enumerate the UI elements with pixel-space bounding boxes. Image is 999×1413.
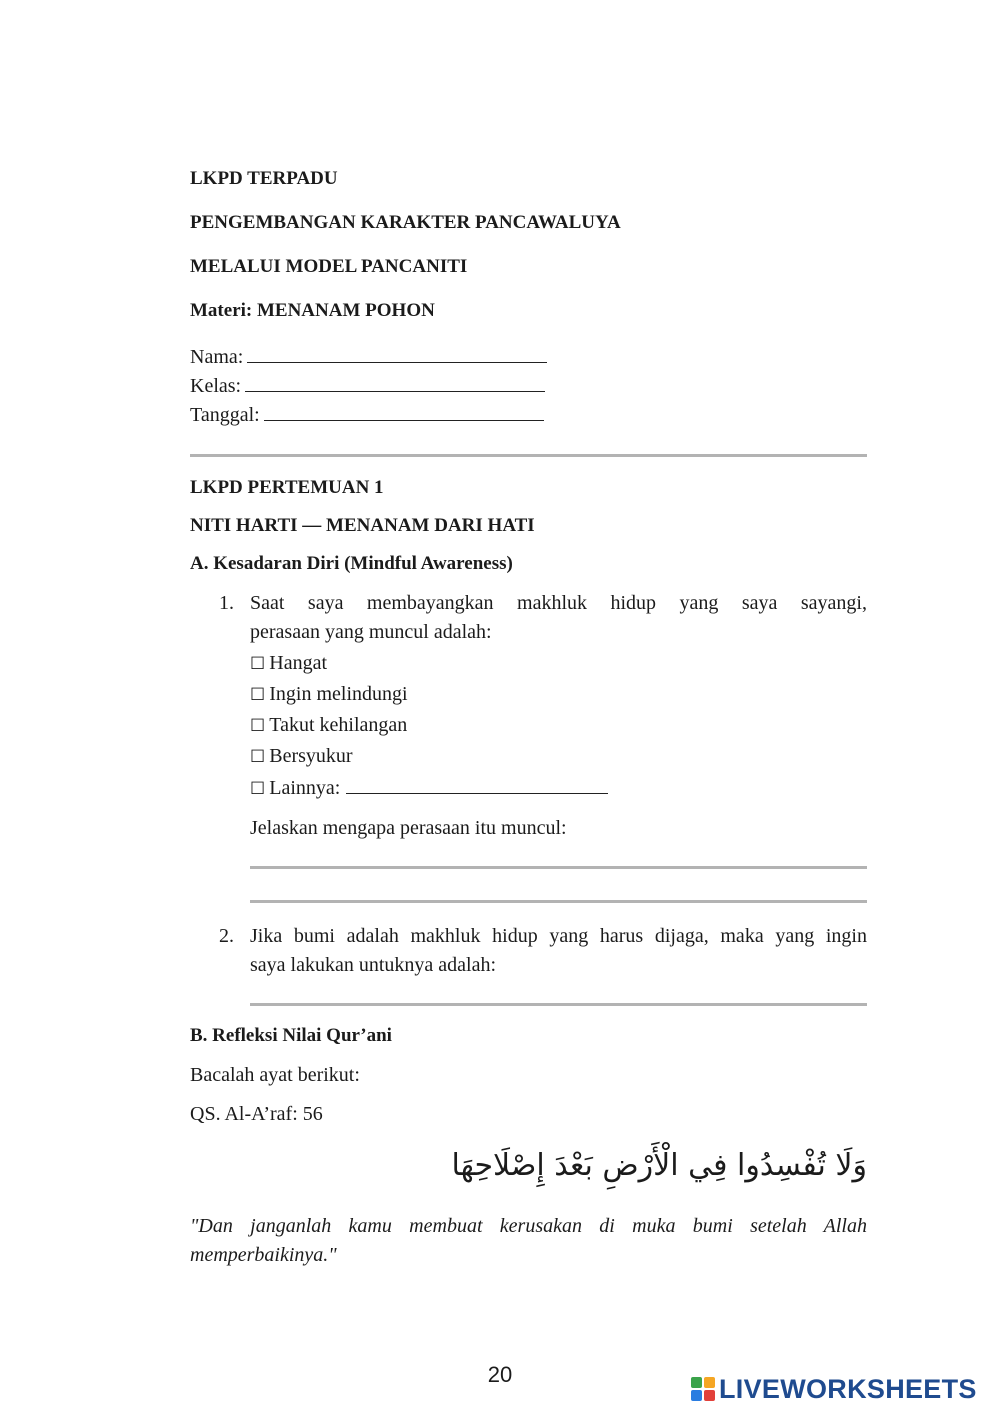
header-model: MELALUI MODEL PANCANITI [190, 256, 468, 277]
option-ingin-melindungi[interactable] [250, 681, 408, 708]
reading-instruction: Bacalah ayat berikut: [190, 1064, 360, 1086]
meeting-title: LKPD PERTEMUAN 1 [190, 477, 384, 498]
checkbox-icon[interactable]: ☐ [250, 747, 266, 767]
checkbox-icon[interactable]: ☐ [250, 654, 266, 674]
section-b-title: B. Refleksi Nilai Qur’ani [190, 1025, 392, 1046]
other-feeling-input[interactable] [346, 775, 608, 794]
option-label: Takut kehilangan [269, 714, 408, 736]
verse-reference: QS. Al-A’raf: 56 [190, 1103, 323, 1125]
meeting-subtitle: NITI HARTI — MENANAM DARI HATI [190, 515, 535, 536]
option-label: Bersyukur [269, 745, 353, 767]
question-2-text-line-1: Jika bumi adalah makhluk hidup yang harus dijaga, maka yang ingin [250, 925, 867, 947]
question-2-text-line-2: saya lakukan untuknya adalah: [250, 954, 497, 976]
logo-square-green [691, 1377, 702, 1388]
page-number: 20 [487, 1362, 513, 1387]
logo-square-blue [691, 1390, 702, 1401]
answer-line[interactable] [250, 1003, 867, 1006]
header-material: Materi: MENANAM POHON [190, 300, 435, 321]
question-1-text-line-2: perasaan yang muncul adalah: [250, 621, 492, 643]
name-input[interactable] [247, 344, 547, 363]
checkbox-icon[interactable]: ☐ [250, 685, 266, 705]
liveworksheets-logo-text: LIVEWORKSHEETS [719, 1373, 977, 1404]
arabic-verse: وَلَا تُفْسِدُوا فِي الْأَرْضِ بَعْدَ إِصْلَاحِهَا [451, 1148, 867, 1183]
logo-square-orange [704, 1377, 715, 1388]
option-hangat[interactable] [250, 650, 327, 677]
option-label: Lainnya: [269, 777, 341, 799]
option-bersyukur[interactable] [250, 743, 353, 770]
question-2-number: 2. [219, 925, 234, 947]
question-1-number: 1. [219, 592, 234, 614]
class-input[interactable] [245, 373, 545, 392]
name-label: Nama: [190, 346, 244, 368]
option-lainnya[interactable] [250, 775, 608, 802]
checkbox-icon[interactable]: ☐ [250, 716, 266, 736]
liveworksheets-logo-icon [690, 1376, 716, 1402]
date-input[interactable] [264, 402, 544, 421]
class-label: Kelas: [190, 375, 242, 397]
header-title: LKPD TERPADU [190, 168, 338, 189]
translation-line-1: "Dan janganlah kamu membuat kerusakan di muka bumi setelah Allah [190, 1215, 867, 1237]
liveworksheets-logo[interactable] [690, 1373, 977, 1405]
option-label: Ingin melindungi [269, 683, 408, 705]
option-takut-kehilangan[interactable] [250, 712, 407, 739]
question-1-text-line-1: Saat saya membayangkan makhluk hidup yang saya sayangi, [250, 592, 867, 614]
translation-line-2: memperbaikinya." [190, 1244, 337, 1266]
option-label: Hangat [269, 652, 328, 674]
explain-prompt: Jelaskan mengapa perasaan itu muncul: [250, 817, 567, 839]
section-a-title: A. Kesadaran Diri (Mindful Awareness) [190, 553, 513, 574]
date-label: Tanggal: [190, 404, 260, 426]
section-divider [190, 454, 867, 457]
name-field-row [190, 344, 547, 370]
header-subtitle: PENGEMBANGAN KARAKTER PANCAWALUYA [190, 212, 621, 233]
answer-line[interactable] [250, 866, 867, 869]
checkbox-icon[interactable]: ☐ [250, 779, 266, 799]
logo-square-red [704, 1390, 715, 1401]
answer-line[interactable] [250, 900, 867, 903]
class-field-row [190, 373, 545, 399]
date-field-row [190, 402, 544, 428]
